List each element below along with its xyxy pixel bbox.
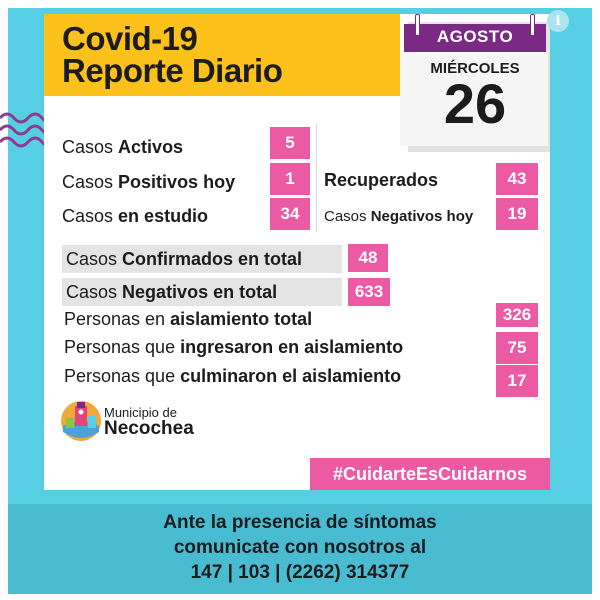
stat-label-recuperados: Recuperados bbox=[324, 170, 439, 190]
stat-value-ingresaron: 75 bbox=[496, 332, 538, 364]
stat-value-recuperados: 43 bbox=[496, 163, 538, 195]
stat-value-negativos-total: 633 bbox=[348, 278, 390, 306]
stat-value-aislamiento-total: 326 bbox=[496, 303, 538, 327]
stat-label-ingresaron: Personas que ingresaron en aislamiento bbox=[64, 337, 404, 357]
stat-value-confirmados-total: 48 bbox=[348, 244, 388, 272]
logo-title: Necochea bbox=[104, 418, 194, 439]
stat-label-confirmados-total: Casos Confirmados en total bbox=[66, 249, 303, 269]
column-divider bbox=[316, 124, 317, 232]
hashtag-text: #CuidarteEsCuidarnos bbox=[332, 464, 528, 484]
stat-label-positivos-hoy: Casos Positivos hoy bbox=[62, 172, 236, 192]
footer-line-1: Ante la presencia de síntomas bbox=[163, 512, 437, 533]
calendar-month: AGOSTO bbox=[436, 27, 514, 46]
logo-subtitle: Municipio de bbox=[104, 405, 177, 420]
stat-value-negativos-hoy: 19 bbox=[496, 198, 538, 230]
page-title-line-2: Reporte Diario bbox=[62, 52, 283, 89]
stat-label-aislamiento-total: Personas en aislamiento total bbox=[64, 309, 313, 329]
municipio-logo-icon bbox=[58, 398, 104, 444]
calendar-weekday: MIÉRCOLES bbox=[430, 60, 520, 77]
stat-label-culminaron: Personas que culminaron el aislamiento bbox=[64, 366, 402, 386]
stat-label-en-estudio: Casos en estudio bbox=[62, 206, 209, 226]
calendar-day: 26 bbox=[443, 72, 507, 135]
stat-value-activos: 5 bbox=[270, 127, 310, 159]
stat-value-positivos-hoy: 1 bbox=[270, 163, 310, 195]
page-title-line-1: Covid-19 bbox=[62, 20, 198, 57]
stat-value-en-estudio: 34 bbox=[270, 198, 310, 230]
stat-label-negativos-hoy: Casos Negativos hoy bbox=[324, 208, 474, 225]
stat-label-activos: Casos Activos bbox=[62, 137, 184, 157]
stat-label-negativos-total: Casos Negativos en total bbox=[66, 282, 278, 302]
footer-line-2: comunicate con nosotros al bbox=[173, 537, 427, 558]
stat-value-culminaron: 17 bbox=[496, 365, 538, 397]
footer-phone-numbers: 147 | 103 | (2262) 314377 bbox=[190, 562, 410, 583]
info-icon[interactable]: i bbox=[547, 10, 569, 32]
